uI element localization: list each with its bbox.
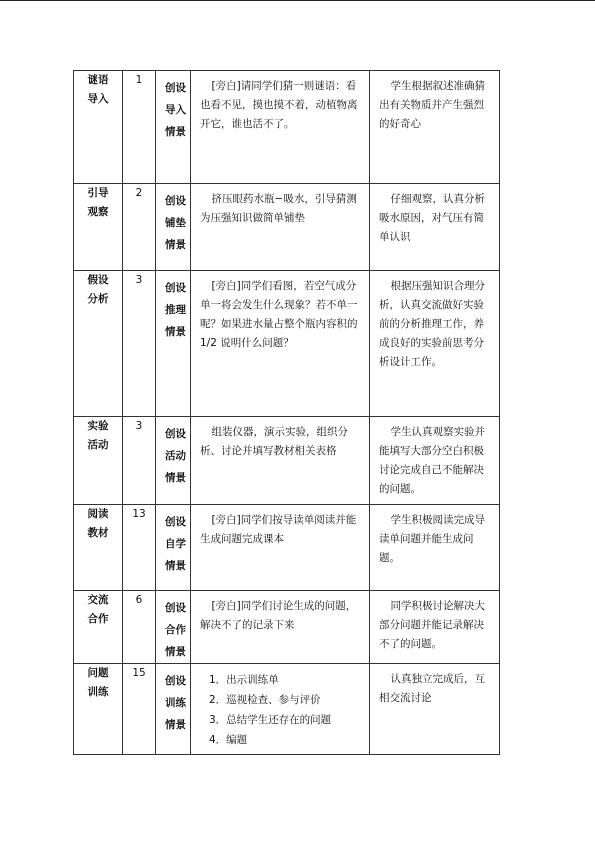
student-activity: 根据压强知识合理分析，认真交流做好实验前的分析推理工作，养成良好的实验前思考分析设计工作。 — [379, 280, 486, 368]
mode-cell — [156, 664, 191, 755]
student-activity: 同学积极讨论解决大部分问题并能记录解决不了的问题。 — [379, 600, 486, 650]
step-cell — [74, 184, 123, 271]
teacher-activity-cell — [191, 71, 370, 184]
teacher-activity: [旁白]请同学们猜一则谜语：看也看不见，摸也摸不着，动植物离开它，谁也活不了。 — [200, 80, 358, 130]
mode-word: 情景 — [165, 719, 186, 731]
mode-cell — [156, 505, 191, 591]
step-name: 问题 — [87, 667, 109, 679]
mode-word: 活动 — [165, 450, 186, 462]
teacher-activity: 挤压眼药水瓶−吸水，引导猜测为压强知识做简单铺垫 — [200, 193, 357, 224]
mode-cell — [156, 184, 191, 271]
step-name: 阅读 — [87, 508, 109, 520]
table-row — [74, 184, 500, 271]
step-name: 训练 — [87, 686, 109, 698]
minutes-cell: 2 — [123, 184, 156, 271]
step-cell — [74, 505, 123, 591]
mode-word: 情景 — [165, 326, 186, 338]
mode-word: 创设 — [165, 602, 186, 614]
step-name: 观察 — [87, 206, 109, 218]
minutes-cell: 3 — [123, 417, 156, 505]
table-row — [74, 71, 500, 184]
step-name: 谜语 — [87, 74, 109, 86]
minutes-cell: 6 — [123, 591, 156, 664]
mode-word: 创设 — [165, 675, 186, 687]
student-activity-cell — [370, 591, 500, 664]
mode-cell — [156, 417, 191, 505]
mode-word: 创设 — [165, 516, 186, 528]
teacher-activity-cell — [191, 417, 370, 505]
student-activity-cell — [370, 184, 500, 271]
minutes-cell: 15 — [123, 664, 156, 755]
mode-word: 铺垫 — [165, 217, 186, 229]
step-cell — [74, 664, 123, 755]
mode-word: 创设 — [165, 195, 186, 207]
teacher-activity-cell — [191, 184, 370, 271]
teacher-activity: [旁白]同学们按导读单阅读并能生成问题完成课本 — [200, 514, 357, 545]
step-name: 引导 — [87, 187, 109, 199]
teacher-activity: [旁白]同学们讨论生成的问题，解决不了的记录下来 — [200, 600, 357, 631]
mode-word: 情景 — [165, 472, 186, 484]
step-cell — [74, 271, 123, 417]
mode-word: 情景 — [165, 646, 186, 658]
step-cell — [74, 591, 123, 664]
page-top-rule — [0, 0, 595, 1]
teacher-activity-cell — [191, 664, 370, 755]
teacher-activity-cell — [191, 271, 370, 417]
teacher-activity-cell — [191, 505, 370, 591]
list-item: 4．编题 — [209, 734, 248, 746]
student-activity: 认真独立完成后，互相交流讨论 — [379, 673, 486, 704]
student-activity: 学生根据叙述准确猜出有关物质并产生强烈的好奇心 — [379, 80, 486, 130]
student-activity-cell — [370, 664, 500, 755]
step-name: 活动 — [87, 439, 109, 451]
step-cell — [74, 417, 123, 505]
teacher-activity: 组装仪器，演示实验，组织分析、讨论并填写教材相关表格 — [200, 426, 349, 457]
student-activity-cell — [370, 71, 500, 184]
step-name: 交流 — [87, 594, 109, 606]
table-row — [74, 664, 500, 755]
student-activity: 学生积极阅读完成导读单问题并能生成问题。 — [379, 514, 486, 564]
minutes-cell: 13 — [123, 505, 156, 591]
mode-cell — [156, 71, 191, 184]
teacher-activity: [旁白]同学们看图，若空气成分单一将会发生什么现象？若不单一呢？如果进水量占整个瓶内容积的 1/2 说明什么问题？ — [200, 280, 358, 349]
mode-cell — [156, 271, 191, 417]
mode-word: 导入 — [165, 104, 186, 116]
step-name: 导入 — [87, 93, 109, 105]
step-name: 教材 — [87, 527, 109, 539]
mode-word: 创设 — [165, 82, 186, 94]
mode-word: 训练 — [165, 697, 186, 709]
step-name: 分析 — [87, 293, 109, 305]
mode-word: 情景 — [165, 239, 186, 251]
student-activity-cell — [370, 417, 500, 505]
step-name: 假设 — [87, 274, 109, 286]
student-activity: 仔细观察，认真分析吸水原因，对气压有简单认识 — [379, 193, 486, 243]
teacher-activity-list — [191, 664, 369, 750]
list-item: 2．巡视检查、参与评价 — [209, 694, 321, 706]
lesson-plan-table — [73, 70, 500, 755]
mode-cell — [156, 591, 191, 664]
table-row — [74, 505, 500, 591]
mode-word: 情景 — [165, 126, 186, 138]
mode-word: 合作 — [165, 624, 186, 636]
list-item: 1．出示训练单 — [209, 674, 279, 686]
mode-word: 自学 — [165, 538, 186, 550]
step-name: 合作 — [87, 613, 109, 625]
step-name: 实验 — [87, 420, 109, 432]
minutes-cell: 3 — [123, 271, 156, 417]
teacher-activity-cell — [191, 591, 370, 664]
mode-word: 创设 — [165, 428, 186, 440]
table-row — [74, 417, 500, 505]
mode-word: 情景 — [165, 560, 186, 572]
student-activity: 学生认真观察实验并能填写大部分空白积极讨论完成自己不能解决的问题。 — [379, 426, 486, 495]
list-item: 3．总结学生还存在的问题 — [209, 714, 332, 726]
step-cell — [74, 71, 123, 184]
table-row — [74, 591, 500, 664]
minutes-cell: 1 — [123, 71, 156, 184]
mode-word: 推理 — [165, 304, 186, 316]
table-row — [74, 271, 500, 417]
student-activity-cell — [370, 505, 500, 591]
student-activity-cell — [370, 271, 500, 417]
mode-word: 创设 — [165, 282, 186, 294]
